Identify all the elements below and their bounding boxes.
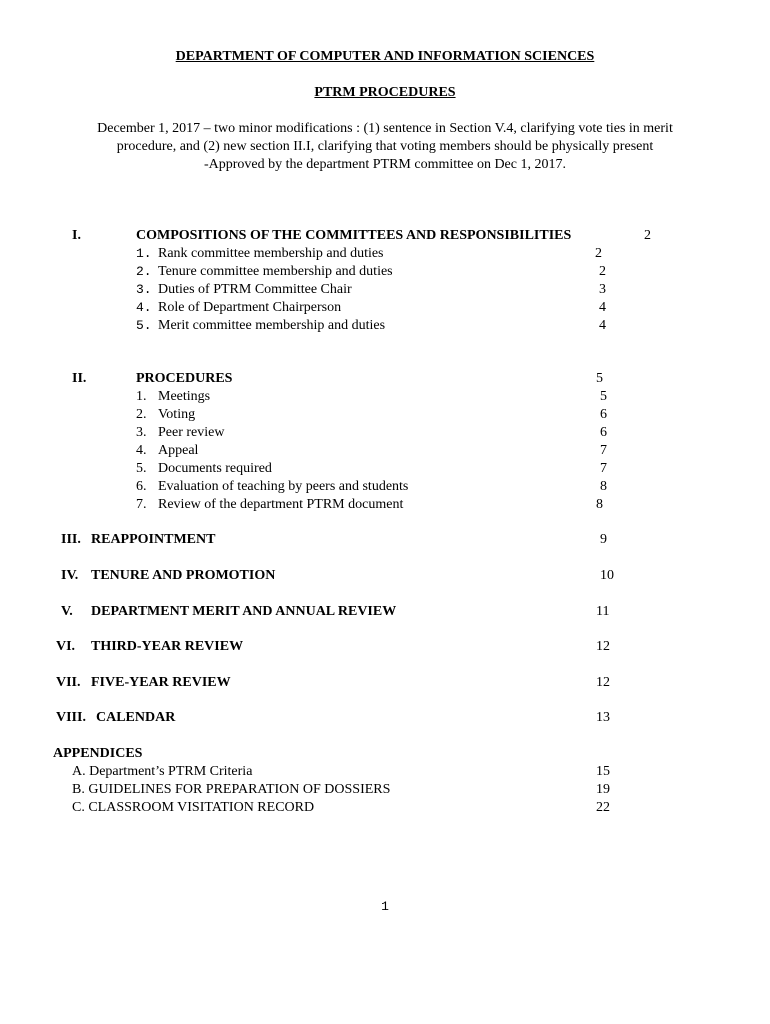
- item-page: 4: [599, 300, 606, 315]
- appendix-page: 19: [596, 782, 610, 797]
- item-number: 5.: [136, 318, 152, 333]
- item-label: Tenure committee membership and duties: [158, 264, 393, 279]
- item-number: 6.: [136, 479, 147, 494]
- item-number: 2.: [136, 407, 147, 422]
- item-label: Review of the department PTRM document: [158, 497, 404, 512]
- item-page: 3: [599, 282, 606, 297]
- section-number: III.: [61, 532, 81, 547]
- item-page: 2: [599, 264, 606, 279]
- section-page: 12: [596, 675, 610, 690]
- item-label: Rank committee membership and duties: [158, 246, 384, 261]
- item-page: 8: [596, 497, 603, 512]
- revision-note-line-3: -Approved by the department PTRM committee on Dec 1, 2017.: [204, 157, 566, 172]
- section-page: 2: [644, 228, 651, 243]
- item-label: Voting: [158, 407, 196, 422]
- item-number: 4.: [136, 443, 147, 458]
- item-label: Peer review: [158, 425, 225, 440]
- department-heading: DEPARTMENT OF COMPUTER AND INFORMATION SCIENCES: [175, 49, 595, 64]
- document-title: PTRM PROCEDURES: [314, 85, 456, 100]
- section-title: TENURE AND PROMOTION: [91, 568, 276, 583]
- revision-note-line-2: procedure, and (2) new section II.I, clarifying that voting members should be physically present: [116, 139, 654, 154]
- appendices-heading: APPENDICES: [53, 746, 143, 761]
- item-page: 4: [599, 318, 606, 333]
- appendix-page: 15: [596, 764, 610, 779]
- section-number: VIII.: [56, 710, 86, 725]
- item-label: Documents required: [158, 461, 272, 476]
- item-number: 3.: [136, 282, 152, 297]
- section-number: VI.: [56, 639, 76, 654]
- revision-note-line-1: December 1, 2017 – two minor modifications : (1) sentence in Section V.4, clarifying vote ties in merit: [97, 121, 673, 136]
- item-number: 1.: [136, 389, 147, 404]
- section-page: 5: [596, 371, 603, 386]
- item-page: 7: [600, 461, 607, 476]
- section-page: 13: [596, 710, 610, 725]
- item-page: 2: [595, 246, 602, 261]
- section-number: V.: [61, 604, 73, 619]
- section-title: DEPARTMENT MERIT AND ANNUAL REVIEW: [91, 604, 397, 619]
- item-label: Role of Department Chairperson: [158, 300, 342, 315]
- item-number: 7.: [136, 497, 147, 512]
- item-label: Appeal: [158, 443, 199, 458]
- section-number: I.: [72, 228, 81, 243]
- item-page: 6: [600, 425, 607, 440]
- item-page: 5: [600, 389, 607, 404]
- appendix-label: B. GUIDELINES FOR PREPARATION OF DOSSIERS: [72, 782, 391, 797]
- section-page: 12: [596, 639, 610, 654]
- page-number: 1: [381, 899, 389, 914]
- section-page: 11: [596, 604, 610, 619]
- item-number: 1.: [136, 246, 152, 261]
- section-page: 9: [600, 532, 607, 547]
- appendix-label: A. Department’s PTRM Criteria: [72, 764, 253, 779]
- appendix-label: C. CLASSROOM VISITATION RECORD: [72, 800, 315, 815]
- item-label: Merit committee membership and duties: [158, 318, 386, 333]
- item-label: Meetings: [158, 389, 211, 404]
- appendix-page: 22: [596, 800, 610, 815]
- section-number: IV.: [61, 568, 79, 583]
- section-title: THIRD-YEAR REVIEW: [91, 639, 244, 654]
- section-title: FIVE-YEAR REVIEW: [91, 675, 231, 690]
- section-page: 10: [600, 568, 614, 583]
- section-title: PROCEDURES: [136, 371, 233, 386]
- item-page: 8: [600, 479, 607, 494]
- item-number: 2.: [136, 264, 152, 279]
- item-number: 5.: [136, 461, 147, 476]
- item-page: 7: [600, 443, 607, 458]
- section-title: REAPPOINTMENT: [91, 532, 216, 547]
- section-number: VII.: [56, 675, 81, 690]
- section-title: CALENDAR: [96, 710, 176, 725]
- item-page: 6: [600, 407, 607, 422]
- item-number: 4.: [136, 300, 152, 315]
- section-number: II.: [72, 371, 87, 386]
- section-title: COMPOSITIONS OF THE COMMITTEES AND RESPONSIBILITIES: [136, 228, 572, 243]
- item-label: Duties of PTRM Committee Chair: [158, 282, 352, 297]
- item-label: Evaluation of teaching by peers and students: [158, 479, 409, 494]
- item-number: 3.: [136, 425, 147, 440]
